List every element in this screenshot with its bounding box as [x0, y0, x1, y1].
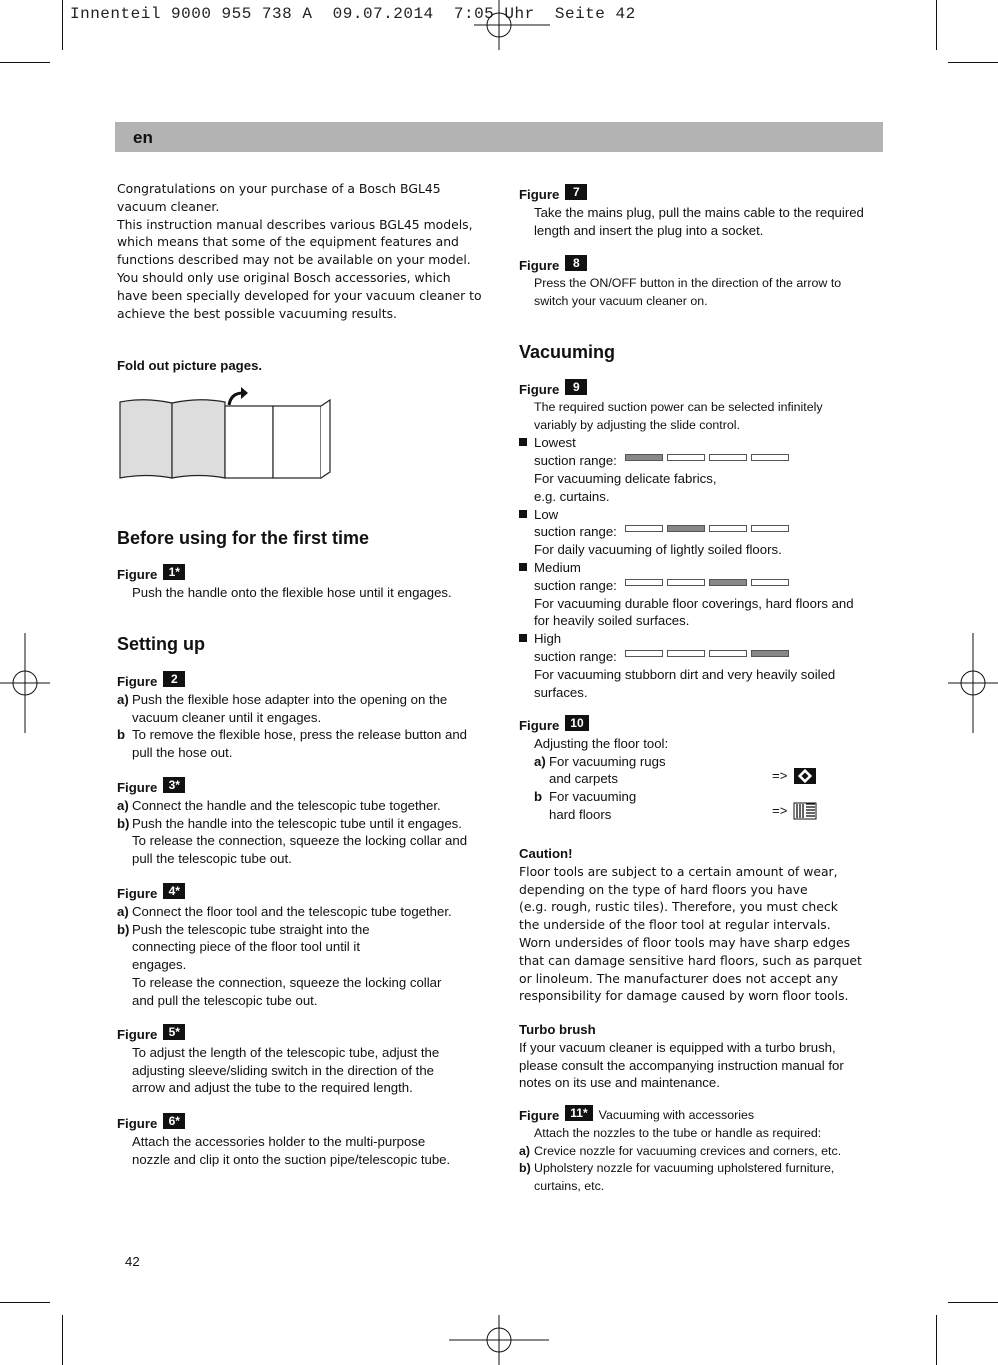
- text-line: (e.g. rough, rustic tiles). Therefore, you must check: [519, 899, 838, 915]
- suction-level-list: [519, 434, 889, 701]
- page-number: 42: [125, 1254, 140, 1269]
- text-line: arrow and adjust the tube to the required length.: [132, 1080, 413, 1096]
- suction-bar-segment: [667, 650, 705, 657]
- text-line: Worn undersides of floor tools may have sharp edges: [519, 934, 851, 950]
- suction-bar-segment: [667, 525, 705, 532]
- text-line: To release the connection, squeeze the locking collar: [132, 974, 442, 990]
- text-line: nozzle and clip it onto the suction pipe/telescopic tube.: [132, 1151, 451, 1167]
- fold-out-pages-illustration: [115, 385, 335, 485]
- crop-mark: [948, 1302, 998, 1303]
- text-line: Floor tools are subject to a certain amount of wear,: [519, 863, 838, 879]
- intro-line: have been specially developed for your vacuum cleaner to: [117, 287, 482, 303]
- figure-label: Figure: [117, 1116, 158, 1131]
- suction-bar-segment: [709, 650, 747, 657]
- text-line: adjusting sleeve/sliding switch in the direction of the: [132, 1062, 435, 1078]
- arrow-text: =>: [772, 803, 788, 819]
- text-line: pull the telescopic tube out.: [132, 851, 292, 867]
- figure-number-badge: 9: [565, 379, 587, 395]
- figure-number-badge: 3*: [163, 777, 185, 793]
- text-line: Crevice nozzle for vacuuming crevices and corners, etc.: [534, 1143, 842, 1158]
- intro-line: You should only use original Bosch accessories, which: [117, 269, 451, 285]
- suction-bar-segment: [709, 579, 747, 586]
- text-line: connecting piece of the floor tool until it: [132, 939, 360, 955]
- crop-mark: [62, 1315, 63, 1365]
- section-heading-first-time: Before using for the first time: [117, 528, 370, 548]
- suction-bar-segment: [667, 454, 705, 461]
- intro-line: vacuum cleaner.: [117, 198, 220, 214]
- text-line: For vacuuming stubborn dirt and very heavily soiled: [534, 666, 836, 682]
- suction-bar-segment: [751, 525, 789, 532]
- text-line: Upholstery nozzle for vacuuming upholstered furniture,: [534, 1161, 835, 1176]
- figure-number-badge: 1*: [163, 564, 185, 580]
- suction-bar-segment: [625, 454, 663, 461]
- figure-label: Figure: [117, 1027, 158, 1042]
- bullet-icon: [519, 438, 527, 446]
- text-line: switch your vacuum cleaner on.: [534, 293, 708, 308]
- crop-mark: [62, 0, 63, 50]
- registration-mark-icon: [474, 0, 550, 50]
- crop-mark: [0, 62, 50, 63]
- item-label: b): [117, 815, 130, 831]
- item-label: a): [117, 691, 129, 707]
- figure-5: [117, 1026, 487, 1097]
- item-label: b: [534, 789, 543, 805]
- figure-1: [117, 566, 487, 602]
- item-label: b): [117, 921, 130, 937]
- intro-line: This instruction manual describes various BGL45 models,: [117, 216, 473, 232]
- section-heading-setting-up: Setting up: [117, 634, 205, 654]
- item-label: a): [534, 753, 546, 769]
- suction-bar-segment: [625, 525, 663, 532]
- section-heading-vacuuming: Vacuuming: [519, 342, 616, 362]
- text-line: Connect the floor tool and the telescopic tube together.: [132, 903, 452, 919]
- crop-mark: [0, 1302, 50, 1303]
- text-line: Attach the nozzles to the tube or handle as required:: [534, 1125, 822, 1140]
- suction-slider-indicator: [625, 579, 789, 586]
- text-line: The required suction power can be selected infinitely: [534, 399, 823, 414]
- text-line: To adjust the length of the telescopic tube, adjust the: [132, 1044, 440, 1060]
- language-code: en: [133, 128, 153, 147]
- text-line: For vacuuming: [549, 789, 637, 805]
- item-label: a): [519, 1143, 531, 1158]
- turbo-title: Turbo brush: [519, 1022, 596, 1037]
- text-line: curtains, etc.: [534, 1179, 605, 1194]
- text-line: Attach the accessories holder to the multi-purpose: [132, 1133, 426, 1149]
- suction-bar-segment: [709, 525, 747, 532]
- intro-line: achieve the best possible vacuuming results.: [117, 305, 397, 321]
- registration-mark-icon: [948, 633, 998, 733]
- figure-number-badge: 7: [565, 184, 587, 200]
- intro-text: [117, 180, 487, 322]
- bullet-icon: [519, 510, 527, 518]
- language-bar: [115, 122, 883, 152]
- text-line: length and insert the plug into a socket.: [534, 222, 764, 238]
- figure-label: Figure: [117, 674, 158, 689]
- text-line: and pull the telescopic tube out.: [132, 992, 318, 1008]
- suction-level-item: [519, 506, 889, 559]
- carpet-setting-icon: [793, 767, 817, 785]
- suction-bar-segment: [751, 650, 789, 657]
- suction-range-label: suction range:: [534, 648, 617, 664]
- suction-level-item: [519, 434, 889, 505]
- registration-mark-icon: [449, 1315, 549, 1365]
- figure-label: Figure: [519, 1108, 560, 1123]
- hard-floor-setting-icon: [793, 802, 817, 820]
- suction-level-name: Lowest: [534, 435, 576, 451]
- registration-mark-icon: [0, 633, 50, 733]
- text-line: and carpets: [549, 771, 618, 787]
- figure-label: Figure: [117, 780, 158, 795]
- figure-label: Figure: [519, 187, 560, 202]
- figure-caption: Vacuuming with accessories: [598, 1108, 755, 1122]
- figure-label: Figure: [519, 382, 560, 397]
- suction-bar-segment: [625, 650, 663, 657]
- bullet-icon: [519, 634, 527, 642]
- text-line: that can damage sensitive hard floors, such as parquet: [519, 952, 862, 968]
- figure-8: [519, 257, 889, 310]
- suction-level-name: High: [534, 631, 562, 647]
- suction-range-label: suction range:: [534, 524, 617, 540]
- item-label: a): [117, 903, 129, 919]
- figure-7: [519, 186, 889, 239]
- text-line: For vacuuming durable floor coverings, hard floors and: [534, 595, 854, 611]
- figure-number-badge: 8: [565, 255, 587, 271]
- intro-line: which means that some of the equipment features and: [117, 234, 459, 250]
- bullet-icon: [519, 563, 527, 571]
- figure-label: Figure: [117, 886, 158, 901]
- suction-slider-indicator: [625, 525, 789, 532]
- turbo-brush-block: [519, 1021, 889, 1092]
- arrow-text: =>: [772, 767, 788, 783]
- text-line: Adjusting the floor tool:: [534, 735, 669, 751]
- text-line: To release the connection, squeeze the locking collar and: [132, 833, 468, 849]
- text-line: surfaces.: [534, 684, 588, 700]
- text-line: Push the telescopic tube straight into the: [132, 921, 370, 937]
- suction-bar-segment: [667, 579, 705, 586]
- figure-label: Figure: [117, 567, 158, 582]
- item-label: b: [117, 727, 126, 743]
- suction-bar-segment: [751, 579, 789, 586]
- figure-number-badge: 4*: [163, 883, 185, 899]
- item-label: a): [117, 797, 129, 813]
- text-line: notes on its use and maintenance.: [519, 1075, 720, 1091]
- text-line: For daily vacuuming of lightly soiled floors.: [534, 542, 782, 558]
- fold-out-note: Fold out picture pages.: [117, 358, 263, 373]
- suction-bar-segment: [751, 454, 789, 461]
- figure-number-badge: 2: [163, 671, 185, 687]
- figure-text: Push the handle onto the flexible hose until it engages.: [132, 584, 452, 600]
- crop-mark: [936, 0, 937, 50]
- intro-line: functions described may not be available on your model.: [117, 252, 471, 268]
- text-line: or linoleum. The manufacturer does not accept any: [519, 970, 839, 986]
- suction-range-label: suction range:: [534, 577, 617, 593]
- crop-mark: [948, 62, 998, 63]
- figure-4: [117, 885, 487, 1010]
- text-line: the underside of the floor tool at regular intervals.: [519, 917, 831, 933]
- text-line: For vacuuming delicate fabrics,: [534, 470, 717, 486]
- suction-level-item: [519, 630, 889, 701]
- print-header: Innenteil 9000 955 738 A 09.07.2014 7:05 Uhr Seite 42: [70, 5, 636, 23]
- suction-bar-segment: [625, 579, 663, 586]
- caution-title: Caution!: [519, 846, 573, 861]
- text-line: responsibility for damage caused by worn floor tools.: [519, 988, 849, 1004]
- item-label: b): [519, 1161, 531, 1176]
- figure-number-badge: 5*: [163, 1024, 185, 1040]
- figure-3: [117, 779, 487, 868]
- intro-line: Congratulations on your purchase of a Bosch BGL45: [117, 181, 441, 196]
- suction-level-name: Low: [534, 506, 559, 522]
- text-line: e.g. curtains.: [534, 488, 610, 504]
- text-line: Push the flexible hose adapter into the opening on the: [132, 691, 448, 707]
- suction-slider-indicator: [625, 650, 789, 657]
- figure-number-badge: 6*: [163, 1113, 185, 1129]
- crop-mark: [936, 1315, 937, 1365]
- text-line: engages.: [132, 957, 187, 973]
- figure-11: [519, 1107, 889, 1196]
- figure-label: Figure: [519, 258, 560, 273]
- suction-slider-indicator: [625, 454, 789, 461]
- text-line: pull the hose out.: [132, 745, 233, 761]
- text-line: variably by adjusting the slide control.: [534, 417, 740, 432]
- text-line: please consult the accompanying instruction manual for: [519, 1057, 844, 1073]
- figure-2: [117, 673, 487, 762]
- text-line: hard floors: [549, 806, 612, 822]
- suction-level-item: [519, 559, 889, 630]
- text-line: Push the handle into the telescopic tube until it engages.: [132, 815, 462, 831]
- figure-9: [519, 381, 889, 701]
- figure-number-badge: 11*: [565, 1105, 592, 1121]
- text-line: Press the ON/OFF button in the direction of the arrow to: [534, 275, 842, 290]
- suction-range-label: suction range:: [534, 453, 617, 469]
- text-line: Take the mains plug, pull the mains cable to the required: [534, 204, 864, 220]
- text-line: If your vacuum cleaner is equipped with a turbo brush,: [519, 1039, 836, 1055]
- suction-level-name: Medium: [534, 559, 581, 575]
- text-line: vacuum cleaner until it engages.: [132, 709, 322, 725]
- caution-block: [519, 845, 889, 1005]
- text-line: for heavily soiled surfaces.: [534, 613, 690, 629]
- figure-6: [117, 1115, 487, 1168]
- figure-label: Figure: [519, 718, 560, 733]
- suction-bar-segment: [709, 454, 747, 461]
- text-line: depending on the type of hard floors you have: [519, 881, 808, 897]
- text-line: For vacuuming rugs: [549, 753, 666, 769]
- figure-10: [519, 717, 889, 824]
- figure-number-badge: 10: [565, 715, 588, 731]
- text-line: To remove the flexible hose, press the release button and: [132, 727, 468, 743]
- text-line: Connect the handle and the telescopic tube together.: [132, 797, 441, 813]
